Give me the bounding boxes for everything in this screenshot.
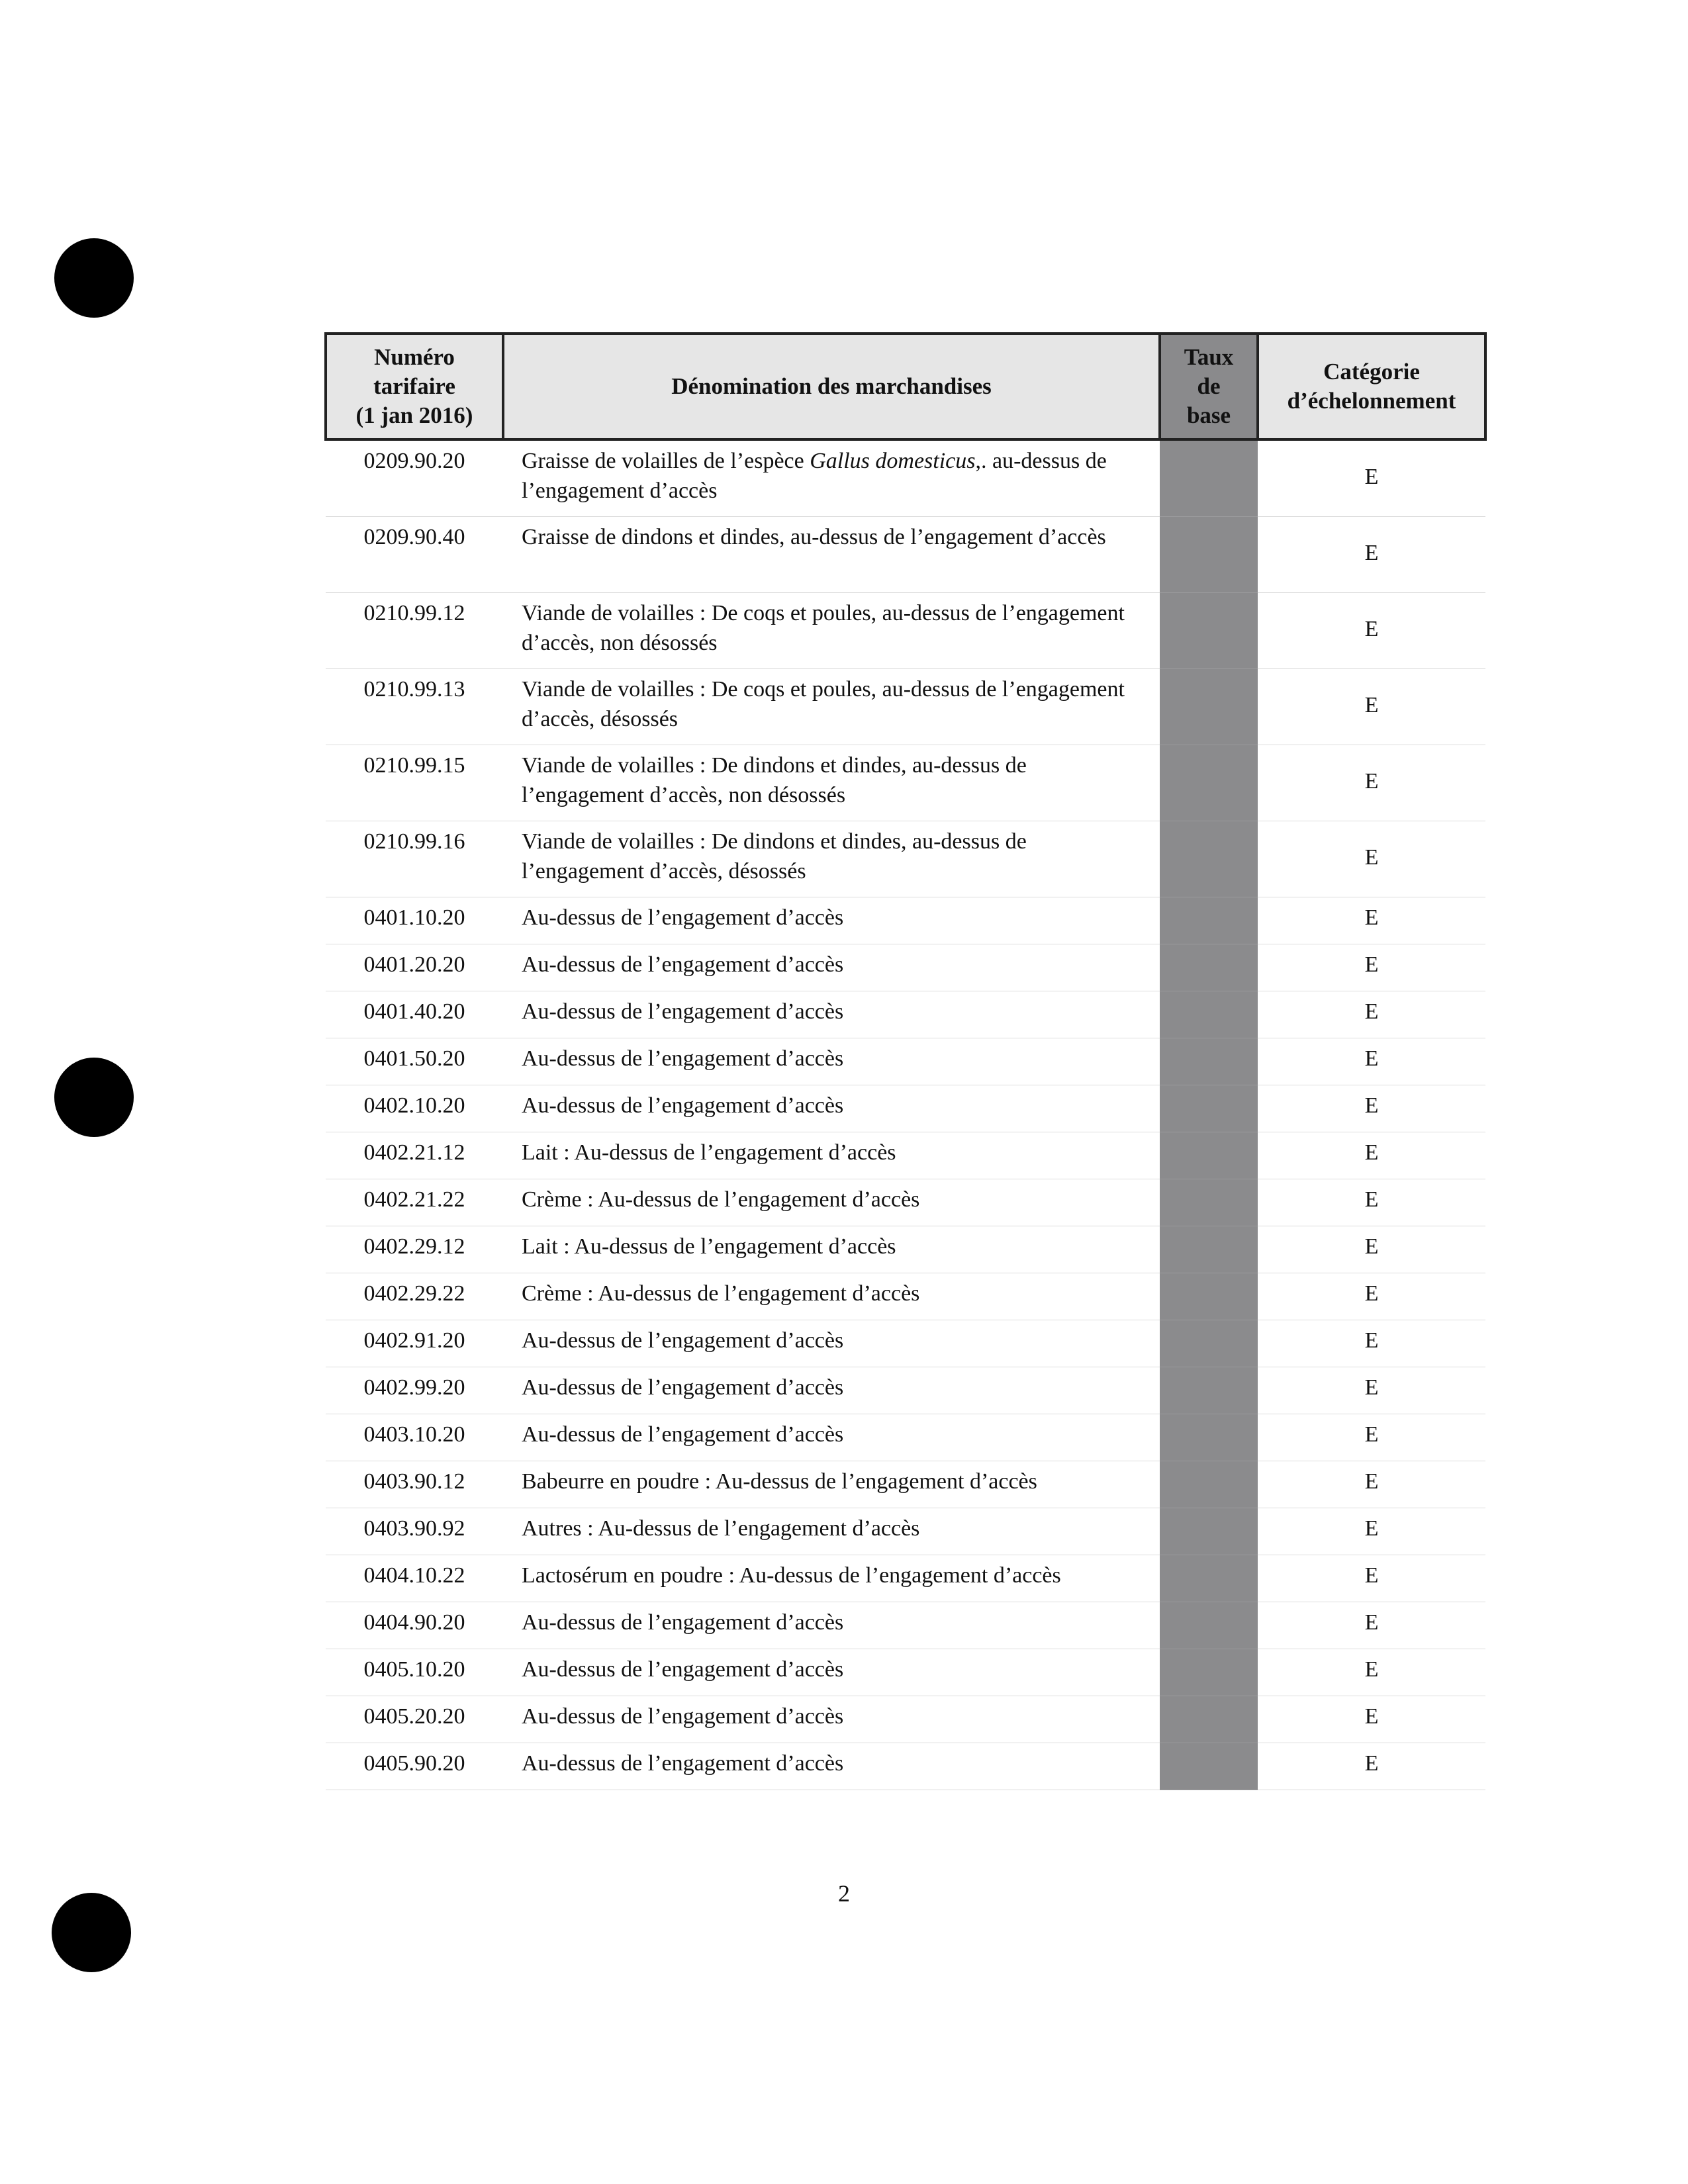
tariff-number: 0401.40.20	[326, 991, 503, 1038]
tariff-number: 0402.99.20	[326, 1367, 503, 1414]
tariff-number: 0210.99.12	[326, 593, 503, 669]
base-rate-cell	[1160, 517, 1258, 593]
staging-category: E	[1258, 1743, 1485, 1790]
tariff-number: 0404.90.20	[326, 1602, 503, 1649]
goods-description: Au-dessus de l’engagement d’accès	[503, 1649, 1160, 1696]
tariff-number: 0402.29.22	[326, 1273, 503, 1320]
goods-description: Au-dessus de l’engagement d’accès	[503, 1367, 1160, 1414]
base-rate-cell	[1160, 1743, 1258, 1790]
staging-category: E	[1258, 821, 1485, 897]
staging-category: E	[1258, 1273, 1485, 1320]
tariff-number: 0405.10.20	[326, 1649, 503, 1696]
table-row	[326, 1367, 1485, 1414]
tariff-table	[324, 332, 1487, 1790]
base-rate-cell	[1160, 944, 1258, 991]
table-row	[326, 991, 1485, 1038]
table-row	[326, 1085, 1485, 1132]
species-name: Gallus domesticus	[810, 449, 976, 473]
table-row	[326, 1555, 1485, 1602]
staging-category: E	[1258, 1038, 1485, 1085]
staging-category: E	[1258, 1649, 1485, 1696]
goods-description: Autres : Au-dessus de l’engagement d’accès	[503, 1508, 1160, 1555]
goods-description: Au-dessus de l’engagement d’accès	[503, 944, 1160, 991]
tariff-number: 0210.99.13	[326, 669, 503, 745]
table-row	[326, 1414, 1485, 1461]
goods-description: Au-dessus de l’engagement d’accès	[503, 1320, 1160, 1367]
staging-category: E	[1258, 1602, 1485, 1649]
base-rate-cell	[1160, 821, 1258, 897]
page-number: 2	[838, 1880, 850, 1907]
description-part: ,. au-dessus de l’engagement d’accès	[522, 449, 1107, 503]
table-row	[326, 1649, 1485, 1696]
staging-category: E	[1258, 1085, 1485, 1132]
base-rate-cell	[1160, 593, 1258, 669]
staging-category: E	[1258, 944, 1485, 991]
header-description: Dénomination des marchandises	[503, 334, 1160, 439]
tariff-number: 0401.20.20	[326, 944, 503, 991]
header-base-rate	[1160, 334, 1258, 439]
base-rate-cell	[1160, 1367, 1258, 1414]
table-row	[326, 1461, 1485, 1508]
table-row	[326, 1696, 1485, 1743]
tariff-number: 0403.90.92	[326, 1508, 503, 1555]
base-rate-cell	[1160, 1038, 1258, 1085]
staging-category: E	[1258, 991, 1485, 1038]
tariff-number: 0402.21.12	[326, 1132, 503, 1179]
base-rate-cell	[1160, 1696, 1258, 1743]
punch-hole-top	[54, 238, 134, 318]
table-row	[326, 1602, 1485, 1649]
header-tariff-number-line: tarifaire	[373, 373, 455, 399]
base-rate-cell	[1160, 1414, 1258, 1461]
staging-category: E	[1258, 1508, 1485, 1555]
tariff-number: 0402.21.22	[326, 1179, 503, 1226]
base-rate-cell	[1160, 1461, 1258, 1508]
table-row	[326, 439, 1485, 517]
table-row	[326, 1743, 1485, 1790]
tariff-number: 0209.90.40	[326, 517, 503, 593]
goods-description: Lait : Au-dessus de l’engagement d’accès	[503, 1226, 1160, 1273]
goods-description: Au-dessus de l’engagement d’accès	[503, 1038, 1160, 1085]
base-rate-cell	[1160, 1508, 1258, 1555]
base-rate-cell	[1160, 1649, 1258, 1696]
base-rate-cell	[1160, 1602, 1258, 1649]
staging-category: E	[1258, 517, 1485, 593]
goods-description: Crème : Au-dessus de l’engagement d’accès	[503, 1273, 1160, 1320]
table-row	[326, 745, 1485, 821]
tariff-number: 0405.90.20	[326, 1743, 503, 1790]
header-base-rate-line: de	[1197, 373, 1221, 399]
header-staging-category	[1258, 334, 1485, 439]
base-rate-cell	[1160, 669, 1258, 745]
goods-description: Viande de volailles : De coqs et poules, au-dessus de l’engagement d’accès, désossés	[503, 669, 1160, 745]
tariff-number: 0210.99.16	[326, 821, 503, 897]
base-rate-cell	[1160, 1555, 1258, 1602]
staging-category: E	[1258, 1461, 1485, 1508]
goods-description: Babeurre en poudre : Au-dessus de l’engagement d’accès	[503, 1461, 1160, 1508]
tariff-number: 0404.10.22	[326, 1555, 503, 1602]
base-rate-cell	[1160, 745, 1258, 821]
tariff-number: 0209.90.20	[326, 439, 503, 517]
header-base-rate-line: base	[1186, 402, 1231, 428]
staging-category: E	[1258, 439, 1485, 517]
header-tariff-number-line: Numéro	[374, 344, 455, 370]
staging-category: E	[1258, 1696, 1485, 1743]
table-body	[326, 439, 1485, 1790]
goods-description: Au-dessus de l’engagement d’accès	[503, 991, 1160, 1038]
staging-category: E	[1258, 897, 1485, 944]
table-row	[326, 944, 1485, 991]
staging-category: E	[1258, 1367, 1485, 1414]
table-row	[326, 1179, 1485, 1226]
staging-category: E	[1258, 1179, 1485, 1226]
base-rate-cell	[1160, 1273, 1258, 1320]
base-rate-cell	[1160, 1179, 1258, 1226]
goods-description: Crème : Au-dessus de l’engagement d’accès	[503, 1179, 1160, 1226]
punch-hole-middle	[54, 1058, 134, 1137]
goods-description: Au-dessus de l’engagement d’accès	[503, 1743, 1160, 1790]
goods-description: Viande de volailles : De dindons et dindes, au-dessus de l’engagement d’accès, désossés	[503, 821, 1160, 897]
description-part: Graisse de volailles de l’espèce	[522, 449, 810, 473]
table-row	[326, 593, 1485, 669]
goods-description: Graisse de dindons et dindes, au-dessus de l’engagement d’accès	[503, 517, 1160, 593]
tariff-number: 0402.29.12	[326, 1226, 503, 1273]
header-staging-category-line: d’échelonnement	[1287, 388, 1456, 414]
goods-description: Au-dessus de l’engagement d’accès	[503, 1414, 1160, 1461]
staging-category: E	[1258, 1414, 1485, 1461]
tariff-number: 0401.50.20	[326, 1038, 503, 1085]
table-row	[326, 1320, 1485, 1367]
header-base-rate-line: Taux	[1184, 344, 1234, 370]
base-rate-cell	[1160, 991, 1258, 1038]
table-row	[326, 821, 1485, 897]
goods-description	[503, 439, 1160, 517]
goods-description: Lait : Au-dessus de l’engagement d’accès	[503, 1132, 1160, 1179]
table-header	[326, 334, 1485, 439]
goods-description: Au-dessus de l’engagement d’accès	[503, 1602, 1160, 1649]
table-row	[326, 1038, 1485, 1085]
tariff-number: 0405.20.20	[326, 1696, 503, 1743]
tariff-number: 0402.91.20	[326, 1320, 503, 1367]
table-row	[326, 669, 1485, 745]
staging-category: E	[1258, 1226, 1485, 1273]
tariff-number: 0402.10.20	[326, 1085, 503, 1132]
header-tariff-number	[326, 334, 503, 439]
table-row	[326, 1273, 1485, 1320]
header-tariff-number-line: (1 jan 2016)	[355, 402, 473, 428]
base-rate-cell	[1160, 439, 1258, 517]
table-row	[326, 1132, 1485, 1179]
staging-category: E	[1258, 1320, 1485, 1367]
base-rate-cell	[1160, 897, 1258, 944]
goods-description: Viande de volailles : De coqs et poules, au-dessus de l’engagement d’accès, non désossés	[503, 593, 1160, 669]
goods-description: Au-dessus de l’engagement d’accès	[503, 897, 1160, 944]
tariff-number: 0403.10.20	[326, 1414, 503, 1461]
base-rate-cell	[1160, 1132, 1258, 1179]
goods-description: Au-dessus de l’engagement d’accès	[503, 1696, 1160, 1743]
table-row	[326, 517, 1485, 593]
goods-description: Au-dessus de l’engagement d’accès	[503, 1085, 1160, 1132]
tariff-number: 0401.10.20	[326, 897, 503, 944]
staging-category: E	[1258, 593, 1485, 669]
header-staging-category-line: Catégorie	[1323, 359, 1420, 385]
base-rate-cell	[1160, 1320, 1258, 1367]
staging-category: E	[1258, 1555, 1485, 1602]
goods-description: Lactosérum en poudre : Au-dessus de l’engagement d’accès	[503, 1555, 1160, 1602]
staging-category: E	[1258, 745, 1485, 821]
goods-description: Viande de volailles : De dindons et dindes, au-dessus de l’engagement d’accès, non désossés	[503, 745, 1160, 821]
base-rate-cell	[1160, 1085, 1258, 1132]
staging-category: E	[1258, 1132, 1485, 1179]
base-rate-cell	[1160, 1226, 1258, 1273]
staging-category: E	[1258, 669, 1485, 745]
table-row	[326, 897, 1485, 944]
tariff-number: 0210.99.15	[326, 745, 503, 821]
table-row	[326, 1508, 1485, 1555]
tariff-number: 0403.90.12	[326, 1461, 503, 1508]
table-row	[326, 1226, 1485, 1273]
